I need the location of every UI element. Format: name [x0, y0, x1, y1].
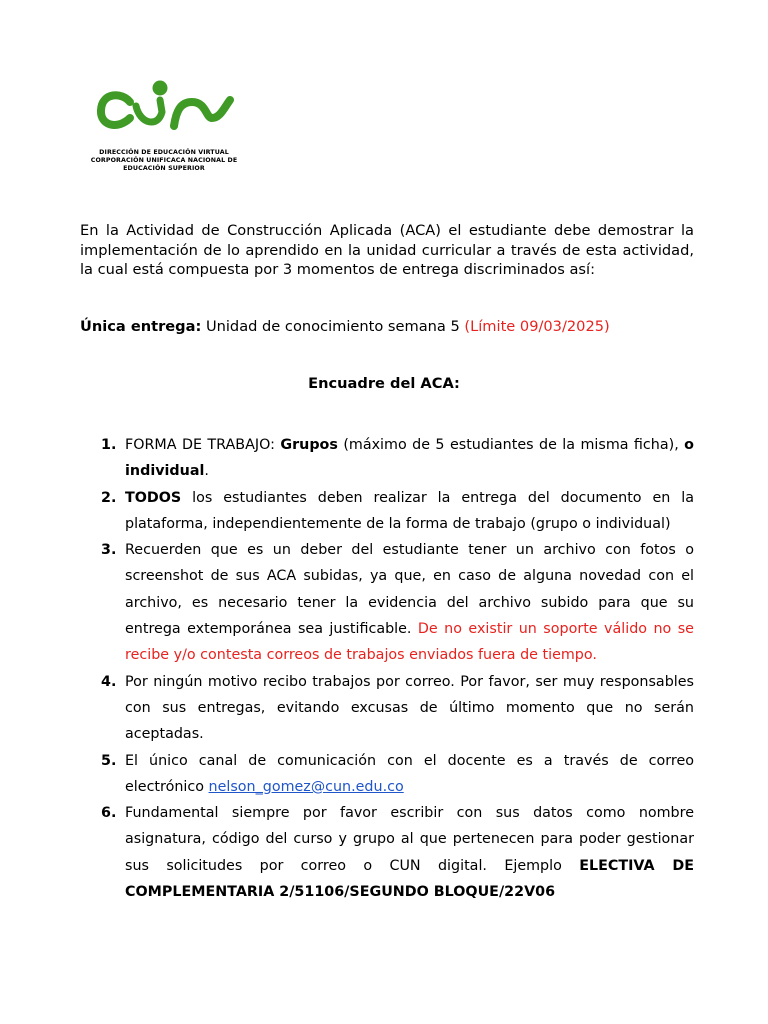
section-heading: Encuadre del ACA:	[308, 375, 460, 392]
item-bold: TODOS	[125, 489, 182, 506]
institution-line-2: CORPORACIÓN UNIFICACA NACIONAL DE	[90, 157, 238, 165]
item-number: 3.	[101, 542, 117, 559]
institution-line-1: DIRECCIÓN DE EDUCACIÓN VIRTUAL	[99, 149, 229, 156]
list-item	[80, 485, 694, 538]
item-text: los estudiantes deben realizar la entrega del documento en la plataforma, independientemente de la forma de trabajo (grupo o individual)	[125, 489, 694, 532]
delivery-label: Única entrega:	[80, 318, 202, 335]
item-text: El único canal de comunicación con el docente es a través de correo electrónico	[125, 752, 694, 795]
item-text: Fundamental siempre por favor escribir con sus datos como nombre asignatura, código del curso y grupo al que pertenecen para poder gestionar sus solicitudes por correo o CUN digital. Ejemplo	[125, 805, 694, 874]
item-text: Recuerden que es un deber del estudiante tener un archivo con fotos o screenshot de sus ACA subidas, ya que, en caso de alguna novedad con el archivo, es necesario tener la evidencia del archivo subido para que su entrega extemporánea sea justificable.	[125, 542, 694, 638]
item-text: Por ningún motivo recibo trabajos por correo. Por favor, ser muy responsables con sus entregas, evitando excusas de último momento que no serán aceptadas.	[125, 673, 694, 743]
item-warning: De no existir un soporte válido no se recibe y/o contesta correos de trabajos enviados fuera de tiempo.	[125, 621, 694, 664]
institution-name	[86, 149, 242, 174]
institution-line-3: EDUCACIÓN SUPERIOR	[123, 165, 205, 173]
item-text: (máximo de 5 estudiantes de la misma ficha),	[337, 437, 685, 453]
list-item	[80, 669, 694, 748]
item-number: 2.	[101, 489, 117, 506]
cun-logo	[96, 78, 236, 140]
intro-paragraph: En la Actividad de Construcción Aplicada (ACA) el estudiante debe demostrar la implementación de lo aprendido en la unidad curricular a través de esta actividad, la cual está compuesta por 3 momentos de entrega discriminados así:	[80, 222, 694, 278]
item-number: 5.	[101, 752, 117, 769]
list-item	[80, 800, 694, 905]
email-link[interactable]: nelson_gomez@cun.edu.co	[208, 778, 404, 795]
delivery-text: Unidad de conocimiento semana 5	[201, 318, 465, 335]
item-number: 1.	[101, 437, 117, 453]
item-text: .	[204, 463, 209, 480]
item-bold: o individual	[125, 437, 694, 480]
item-bold: ELECTIVA DE COMPLEMENTARIA 2/51106/SEGUNDO BLOQUE/22V06	[125, 857, 694, 901]
item-number: 6.	[101, 805, 117, 822]
item-text: FORMA DE TRABAJO:	[125, 437, 281, 453]
list-item	[80, 432, 694, 485]
delivery-deadline: (Límite 09/03/2025)	[464, 318, 610, 335]
item-bold: Grupos	[280, 437, 338, 453]
delivery-line	[80, 317, 610, 337]
list-item	[80, 748, 694, 801]
item-number: 4.	[101, 673, 117, 690]
list-item	[80, 537, 694, 668]
rules-list	[80, 432, 694, 905]
